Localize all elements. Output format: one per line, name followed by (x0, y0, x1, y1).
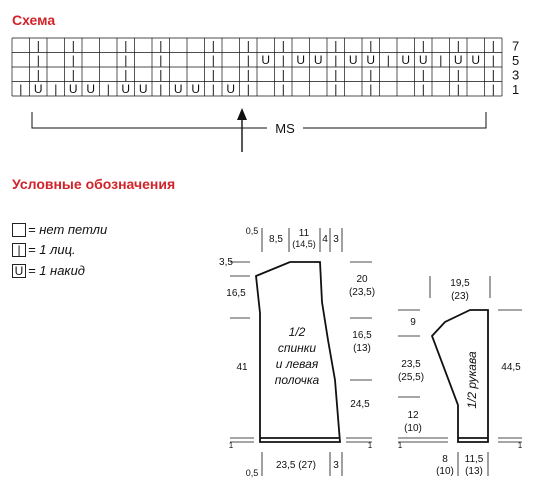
knit-cell: | (211, 38, 215, 53)
yarn-over-cell: U (226, 82, 236, 96)
knit-cell: | (124, 53, 128, 67)
back-top-a: 0,5 (245, 226, 259, 236)
yarn-over-cell: U (471, 53, 481, 67)
knit-cell: | (456, 38, 460, 53)
back-right-b: 16,5 (352, 330, 372, 341)
yarn-over-cell: U (121, 82, 131, 96)
knit-cell: | (369, 82, 373, 96)
yarn-over-box-icon: U (12, 264, 26, 278)
sleeve-bottom-a2: (10) (436, 466, 454, 477)
knit-cell: | (246, 82, 250, 96)
legend-text: = нет петли (28, 222, 108, 237)
back-bottom-b: 23,5 (27) (275, 460, 317, 471)
yarn-over-cell: U (33, 82, 43, 96)
legend-text: = 1 накид (28, 263, 85, 278)
back-label-4: полочка (274, 373, 320, 387)
back-pattern (219, 226, 375, 478)
sleeve-bottom-b2: (13) (465, 466, 483, 477)
back-left-b: 16,5 (226, 288, 246, 299)
back-label-3: и левая (275, 357, 319, 371)
back-label-2: спинки (277, 341, 317, 355)
knit-cell: | (211, 82, 215, 96)
knit-cell: | (71, 67, 75, 82)
yarn-over-cell: U (68, 82, 78, 96)
yarn-over-cell: U (191, 82, 201, 96)
knit-cell: | (54, 82, 58, 96)
sleeve-bottom-b: 11,5 (464, 454, 484, 465)
knit-cell: | (491, 67, 495, 82)
back-top-d: 4 (322, 234, 328, 245)
yarn-over-cell: U (138, 82, 148, 96)
sleeve-left-c2: (10) (404, 423, 422, 434)
sleeve-left-c: 12 (407, 410, 419, 421)
back-right-a: 20 (356, 274, 368, 285)
sleeve-left-b2: (25,5) (397, 372, 425, 383)
knit-cell: | (281, 38, 285, 53)
knit-cell: | (386, 53, 390, 67)
yarn-over-cell: U (348, 53, 358, 67)
knit-cell: | (281, 82, 285, 96)
knit-cell: | (124, 38, 128, 53)
back-edge-right: 1 (367, 441, 373, 450)
yarn-over-cell: U (313, 53, 323, 67)
yarn-over-cell: U (366, 53, 376, 67)
knit-cell: | (159, 38, 163, 53)
yarn-over-cell: U (86, 82, 96, 96)
yarn-over-cell: U (453, 53, 463, 67)
back-bottom-c: 3 (333, 460, 339, 471)
sleeve-edge-left: 1 (397, 441, 403, 450)
knit-cell: | (456, 82, 460, 96)
knit-cell: | (369, 38, 373, 53)
legend-heading: Условные обозначения (12, 176, 176, 192)
knit-cell: | (246, 38, 250, 53)
back-left-a: 3,5 (219, 257, 233, 268)
sleeve-top-a2: (23) (451, 291, 469, 302)
knit-cell: | (211, 67, 215, 82)
knit-cell: | (439, 53, 443, 67)
repeat-label: MS (275, 121, 295, 136)
back-edge-left: 1 (228, 441, 234, 450)
knit-cell: | (421, 82, 425, 96)
knit-cell: | (334, 82, 338, 96)
row-number-label: 3 (512, 67, 520, 83)
knit-cell: | (36, 53, 40, 67)
knit-cell: | (19, 82, 23, 96)
back-right-a2: (23,5) (348, 287, 376, 298)
yarn-over-cell: U (261, 53, 271, 67)
sleeve-outline (432, 310, 488, 442)
scheme-heading: Схема (12, 12, 56, 28)
knit-cell: | (159, 82, 163, 96)
knit-cell: | (36, 38, 40, 53)
yarn-over-cell: U (173, 82, 183, 96)
sleeve-top-a: 19,5 (450, 278, 470, 289)
back-right-b2: (13) (353, 343, 371, 354)
knit-cell: | (369, 67, 373, 82)
knit-cell: | (71, 53, 75, 67)
knit-cell: | (246, 67, 250, 82)
sleeve-left-a: 9 (410, 317, 416, 328)
knit-cell: | (334, 67, 338, 82)
knit-cell: | (491, 53, 495, 67)
back-top-c: 11 (298, 228, 310, 239)
knit-cell: | (334, 38, 338, 53)
knit-cell: | (421, 38, 425, 53)
knit-cell: | (36, 67, 40, 82)
knit-cell: | (281, 67, 285, 82)
knit-cell: | (456, 67, 460, 82)
back-top-b: 8,5 (269, 234, 283, 245)
yarn-over-cell: U (418, 53, 428, 67)
knit-box-icon: | (12, 243, 26, 257)
knit-cell: | (491, 82, 495, 96)
knit-cell: | (124, 67, 128, 82)
sleeve-label: 1/2 рукава (465, 351, 479, 409)
row-number-label: 7 (512, 38, 520, 54)
row-number-label: 5 (512, 53, 520, 68)
sleeve-right-a: 44,5 (501, 362, 521, 373)
yarn-over-cell: U (296, 53, 306, 67)
knit-cell: | (159, 67, 163, 82)
knit-cell: | (159, 53, 163, 67)
knit-cell: | (246, 53, 250, 67)
knit-cell: | (334, 53, 338, 67)
knit-cell: | (421, 67, 425, 82)
knit-cell: | (281, 53, 285, 67)
back-label-1: 1/2 (288, 325, 306, 339)
sleeve-left-b: 23,5 (401, 359, 421, 370)
knit-cell: | (71, 38, 75, 53)
yarn-over-cell: U (401, 53, 411, 67)
legend-text: = 1 лиц. (28, 242, 76, 257)
knit-cell: | (106, 82, 110, 96)
knit-cell: | (211, 53, 215, 67)
back-top-e: 3 (333, 234, 339, 245)
sleeve-pattern (398, 276, 523, 477)
back-bottom-a: 0,5 (245, 468, 259, 478)
back-left-c: 41 (236, 362, 248, 373)
knit-cell: | (491, 38, 495, 53)
back-right-c: 24,5 (350, 399, 370, 410)
sleeve-bottom-a: 8 (442, 454, 448, 465)
sleeve-edge-right: 1 (517, 441, 523, 450)
row-number-label: 1 (512, 82, 520, 97)
back-top-c2: (14,5) (292, 239, 316, 249)
